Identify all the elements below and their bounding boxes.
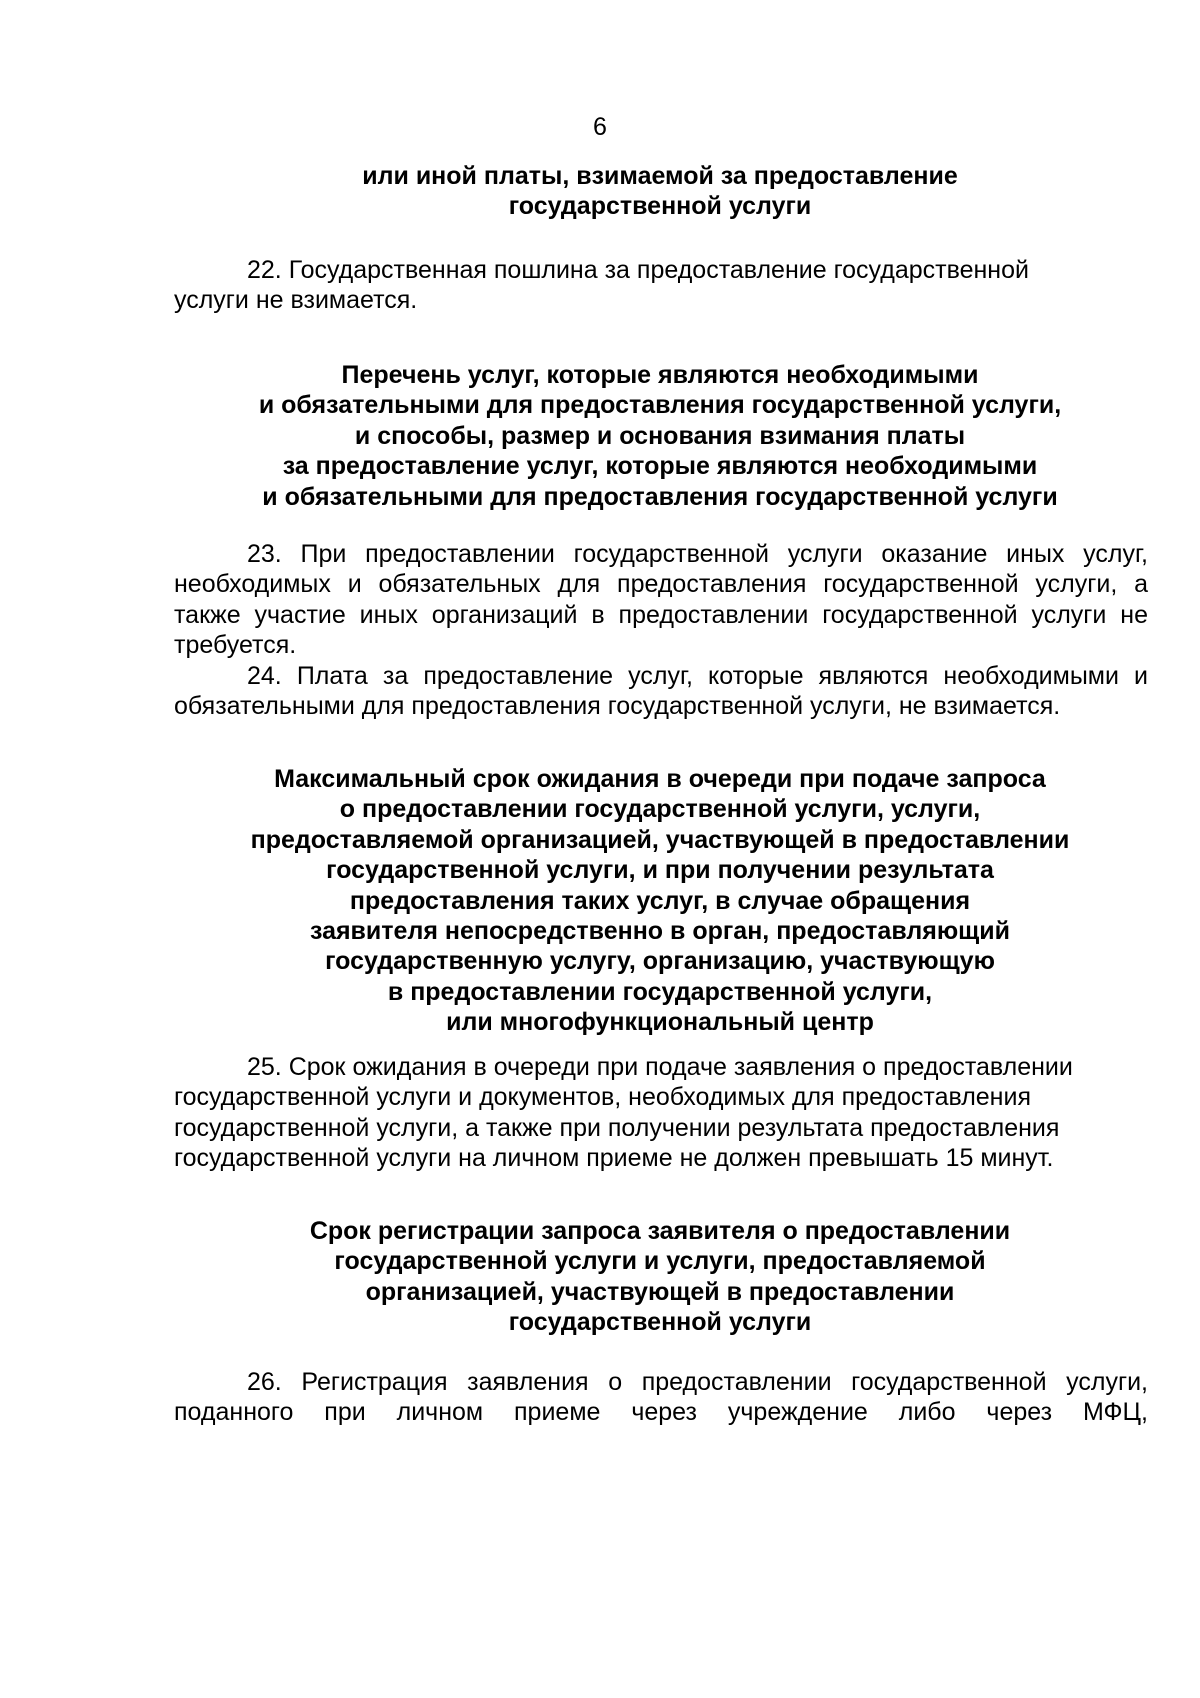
- heading-line: организацией, участвующей в предоставлении: [365, 1277, 955, 1306]
- heading-line: государственную услугу, организацию, участвующую: [325, 947, 995, 976]
- heading-line: и способы, размер и основания взимания платы: [354, 421, 966, 450]
- heading-line: в предоставлении государственной услуги,: [387, 977, 933, 1006]
- paragraph-line: услуги не взимается.: [174, 286, 418, 315]
- paragraph-line: также участие иных организаций в предоставлении государственной услуги не: [174, 600, 1148, 629]
- heading-line: и обязательными для предоставления государственной услуги,: [258, 391, 1062, 420]
- heading-line: предоставляемой организацией, участвующей в предоставлении: [250, 825, 1070, 854]
- section-heading-fee: [170, 161, 1150, 222]
- paragraph-line: обязательными для предоставления государственной услуги, не взимается.: [174, 692, 1061, 721]
- paragraph-line: поданного при личном приеме через учреждение либо через МФЦ,: [174, 1398, 1148, 1427]
- paragraph-line: государственной услуги, а также при получении результата предоставления: [174, 1113, 1060, 1142]
- heading-line: или иной платы, взимаемой за предоставление: [362, 162, 958, 190]
- paragraph-22: [174, 255, 1148, 316]
- heading-line: государственной услуги, и при получении результата: [326, 856, 994, 885]
- paragraph-24: [174, 661, 1148, 722]
- paragraph-line: 23. При предоставлении государственной услуги оказание иных услуг,: [247, 540, 1148, 568]
- paragraph-line: государственной услуги на личном приеме не должен превышать 15 минут.: [174, 1144, 1054, 1173]
- heading-line: государственной услуги: [508, 1308, 812, 1337]
- heading-line: предоставления таких услуг, в случае обращения: [349, 886, 971, 915]
- heading-line: государственной услуги и услуги, предоставляемой: [334, 1247, 986, 1276]
- paragraph-23: [174, 539, 1148, 661]
- heading-line: или многофункциональный центр: [446, 1008, 874, 1037]
- section-heading-queue-time: [170, 764, 1150, 1038]
- paragraph-line: 22. Государственная пошлина за предоставление государственной: [247, 256, 1029, 284]
- heading-line: государственной услуги: [508, 192, 812, 221]
- heading-line: Срок регистрации запроса заявителя о предоставлении: [309, 1217, 1011, 1245]
- heading-line: за предоставление услуг, которые являются необходимыми: [282, 452, 1038, 481]
- section-heading-services-list: [170, 360, 1150, 512]
- paragraph-line: 25. Срок ожидания в очереди при подаче заявления о предоставлении: [247, 1053, 1073, 1081]
- heading-line: заявителя непосредственно в орган, предоставляющий: [309, 917, 1011, 946]
- paragraph-line: требуется.: [174, 631, 297, 660]
- paragraph-25: [174, 1052, 1148, 1174]
- heading-line: о предоставлении государственной услуги, услуги,: [339, 795, 981, 824]
- paragraph-line: 26. Регистрация заявления о предоставлении государственной услуги,: [247, 1368, 1148, 1396]
- paragraph-line: государственной услуги и документов, необходимых для предоставления: [174, 1083, 1031, 1112]
- paragraph-26: [174, 1367, 1148, 1428]
- paragraph-line: необходимых и обязательных для предоставления государственной услуги, а: [174, 570, 1148, 599]
- heading-line: и обязательными для предоставления государственной услуги: [262, 482, 1058, 511]
- section-heading-registration-time: [170, 1216, 1150, 1338]
- paragraph-line: 24. Плата за предоставление услуг, которые являются необходимыми и: [247, 662, 1148, 690]
- heading-line: Перечень услуг, которые являются необходимыми: [341, 361, 979, 389]
- heading-line: Максимальный срок ожидания в очереди при подаче запроса: [274, 765, 1046, 793]
- page-number: 6: [593, 113, 607, 141]
